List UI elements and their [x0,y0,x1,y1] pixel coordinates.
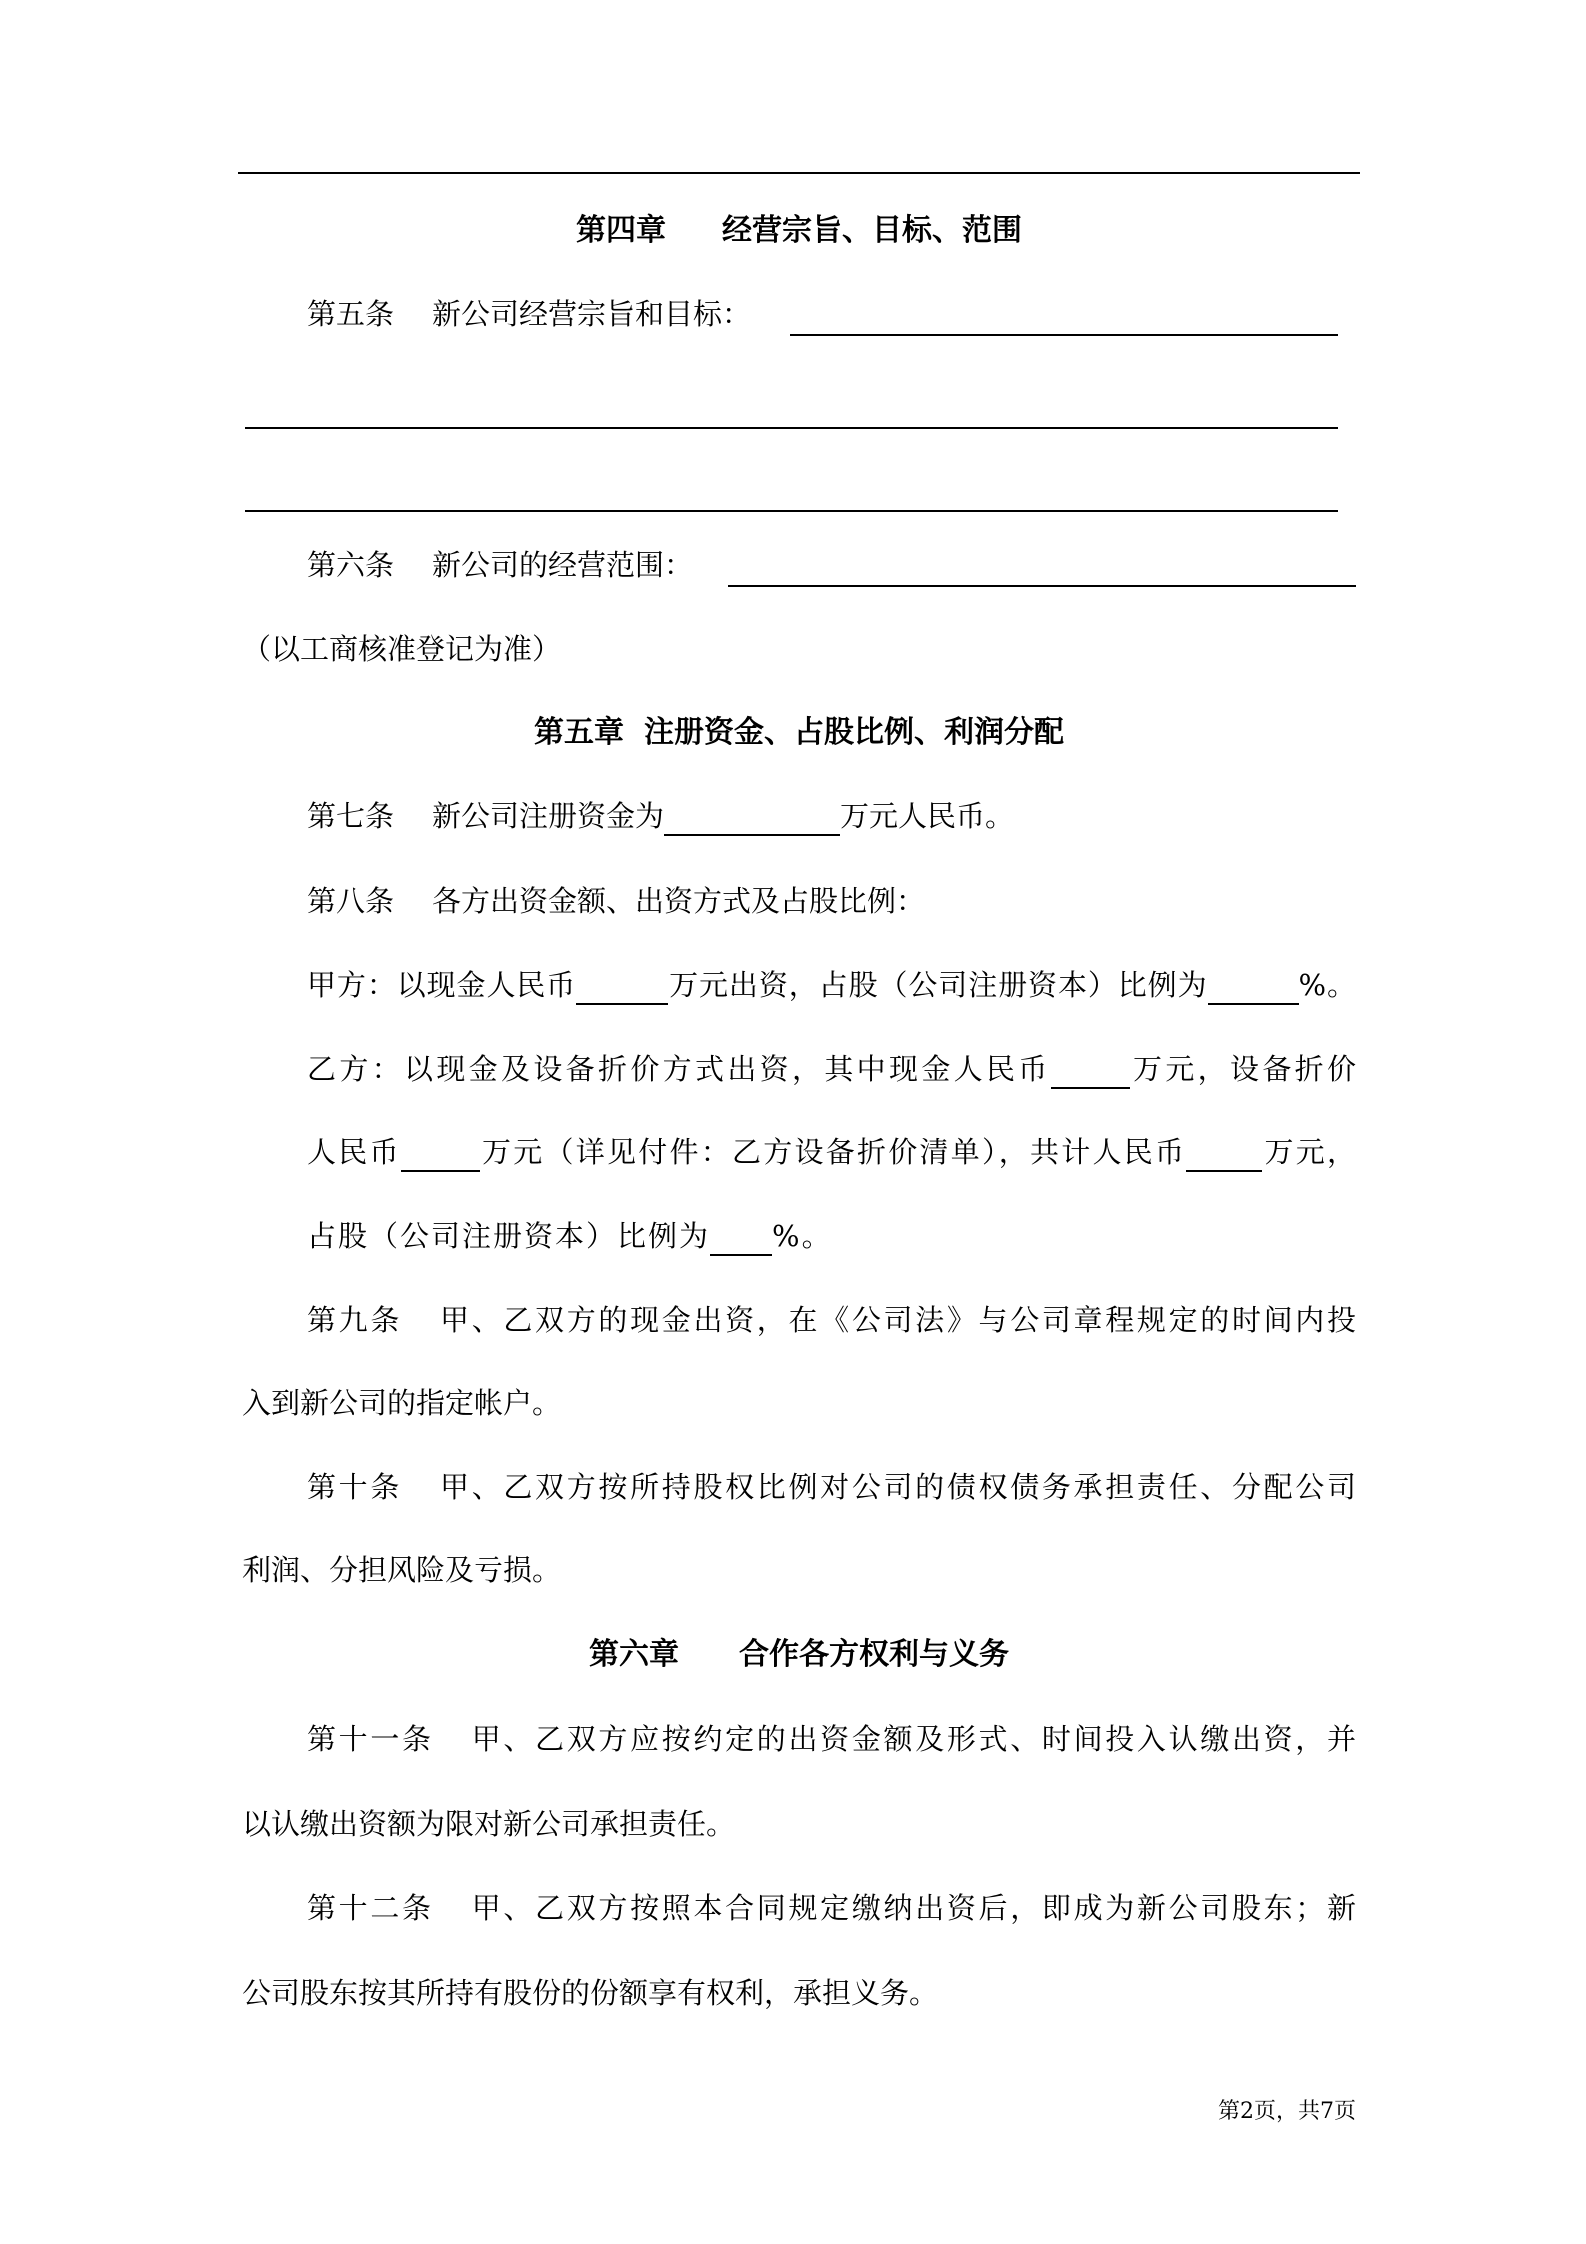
article-text: 人民币 [307,1135,401,1169]
chapter-title: 合作各方权利与义务 [739,1637,1009,1672]
article-text: 乙方：以现金及设备折价方式出资，其中现金人民币 [307,1052,1051,1086]
chapter-heading [242,1635,1356,1675]
article-text: 万元出资，占股（公司注册资本）比例为 [668,968,1208,1002]
article-line [307,796,1356,836]
article-text: 各方出资金额、出资方式及占股比例： [432,884,926,918]
fill-in-blank [710,1252,772,1256]
article-text: %。 [1298,968,1356,1002]
article-line [307,1467,1356,1507]
fill-in-blank [401,1168,480,1172]
article-text: 以认缴出资额为限对新公司承担责任。 [242,1807,736,1841]
article-line [307,1888,1356,1928]
article-text: 入到新公司的指定帐户。 [242,1386,562,1420]
article-line [307,881,1356,921]
article-text: 万元人民币。 [840,799,1015,833]
page-indicator: 第2页，共7页 [1218,2099,1356,2124]
fill-in-line [728,585,1356,587]
article-label: 第九条 [307,1303,403,1337]
article-label: 第五条 [307,297,395,331]
article-line [307,294,1356,334]
fill-in-blank [1051,1085,1130,1089]
chapter-title: 注册资金、占股比例、利润分配 [644,715,1064,750]
article-text: 利润、分担风险及亏损。 [242,1553,562,1587]
party-b-line [307,1216,1356,1256]
article-label: 第七条 [307,799,395,833]
fill-in-blank [576,1001,668,1005]
article-text: %。 [772,1219,833,1253]
article-line [242,1973,1356,2013]
party-b-line [307,1049,1356,1089]
article-line [242,1550,1356,1590]
chapter-heading [242,211,1356,251]
article-text: 万元， [1262,1135,1356,1169]
header-rule [238,172,1360,174]
article-label: 第十二条 [307,1891,434,1925]
article-text: 新公司经营宗旨和目标： [432,297,752,331]
article-line [242,1804,1356,1844]
article-text: 万元（详见付件：乙方设备折价清单），共计人民币 [479,1135,1187,1169]
chapter-number: 第五章 [534,715,624,750]
article-text: 占股（公司注册资本）比例为 [307,1219,711,1253]
fill-in-line [245,427,1338,429]
party-a-line [307,965,1356,1005]
article-text: 甲、乙双方按所持股权比例对公司的债权债务承担责任、分配公司 [440,1470,1356,1504]
article-text: 万元，设备折价 [1129,1052,1356,1086]
fill-in-line [245,510,1338,512]
article-text: 甲、乙双方的现金出资，在《公司法》与公司章程规定的时间内投 [440,1303,1356,1337]
article-text: 新公司的经营范围： [432,548,694,582]
chapter-heading [242,713,1356,753]
party-b-line [307,1132,1356,1172]
article-text: （以工商核准登记为准） [242,632,562,666]
article-text: 甲方：以现金人民币 [307,968,577,1002]
chapter-number: 第六章 [589,1637,679,1672]
fill-in-blank [1186,1168,1262,1172]
article-line [242,1383,1356,1423]
article-label: 第十条 [307,1470,403,1504]
article-text: 新公司注册资金为 [432,799,665,833]
article-label: 第六条 [307,548,395,582]
article-text: 公司股东按其所持有股份的份额享有权利，承担义务。 [242,1976,939,2010]
article-line [307,545,1356,585]
fill-in-blank [1208,1001,1299,1005]
article-note [242,629,1356,669]
article-line [307,1300,1356,1340]
article-label: 第八条 [307,884,395,918]
chapter-title: 经营宗旨、目标、范围 [722,213,1022,248]
article-text: 甲、乙双方按照本合同规定缴纳出资后，即成为新公司股东；新 [471,1891,1356,1925]
article-line [307,1719,1356,1759]
article-text: 甲、乙双方应按约定的出资金额及形式、时间投入认缴出资，并 [471,1722,1356,1756]
article-label: 第十一条 [307,1722,434,1756]
fill-in-blank [664,832,840,836]
chapter-number: 第四章 [576,213,666,248]
fill-in-line [790,334,1338,336]
